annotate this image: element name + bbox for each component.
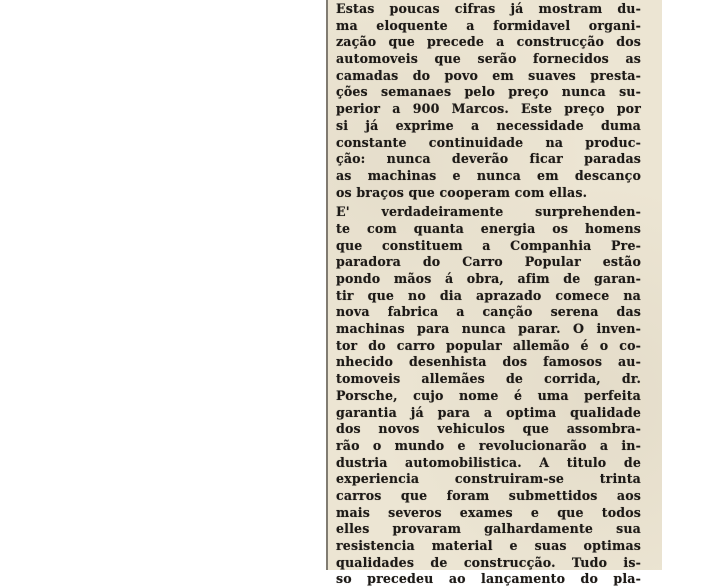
text-line: E' verdadeiramente surprehenden- [336,204,641,220]
text-line: resistencia material e suas optimas [336,538,641,553]
paragraph-1 [336,1,641,201]
text-line: nhecido desenhista dos famosos au- [336,354,641,370]
text-line: perior a 900 Marcos. Este preço por [336,101,641,117]
text-line: paradora do Carro Popular estão [336,254,641,270]
text-line: camadas do povo em suaves presta- [336,67,641,83]
text-line: tir que no dia aprazado comece na [336,287,641,303]
text-line: os braços que cooperam com ellas. [336,184,588,200]
text-line: te com quanta energia os homens [336,220,641,236]
text-line: si já exprime a necessidade duma [336,117,641,133]
article-text [336,1,641,588]
text-line: ção: nunca deverão ficar paradas [336,151,641,167]
text-line: machinas para nunca parar. O inven- [336,321,641,337]
text-line: constante continuidade na produc- [336,134,641,150]
text-line: as machinas e nunca em descanço [336,167,641,183]
text-line: que constituem a Companhia Pre- [336,237,641,253]
text-line: elles provaram galhardamente sua [336,521,641,537]
text-line: ma eloquente a formidavel organi- [336,17,641,33]
text-line: carros que foram submettidos aos [336,487,641,503]
text-line: Porsche, cujo nome é uma perfeita [336,387,641,403]
text-line: Estas poucas cifras já mostram du- [336,1,641,16]
text-line: tor do carro popular allemão é o co- [336,337,641,353]
text-line: so precedeu ao lançamento do pla- [336,571,641,587]
text-line: pondo mãos á obra, afim de garan- [336,271,641,286]
text-line: garantia já para a optima qualidade [336,404,641,420]
text-line: experiencia construiram-se trinta [336,471,641,487]
text-line: nova fabrica a canção serena das [336,304,641,320]
text-line: dos novos vehiculos que assombra- [336,421,641,437]
text-line: zação que precede a construcção dos [336,34,641,50]
text-line: qualidades de construcção. Tudo is- [336,554,641,570]
text-line: tomoveis allemães de corrida, dr. [336,371,641,387]
text-line: rão o mundo e revolucionarão a in- [336,437,641,453]
text-line: dustria automobilistica. A titulo de [336,454,641,470]
paragraph-2 [336,204,641,588]
text-line: ções semanaes pelo preço nunca su- [336,84,641,100]
text-line: automoveis que serão fornecidos as [336,51,641,67]
text-line: mais severos exames e que todos [336,504,641,520]
newspaper-clipping [326,0,662,587]
